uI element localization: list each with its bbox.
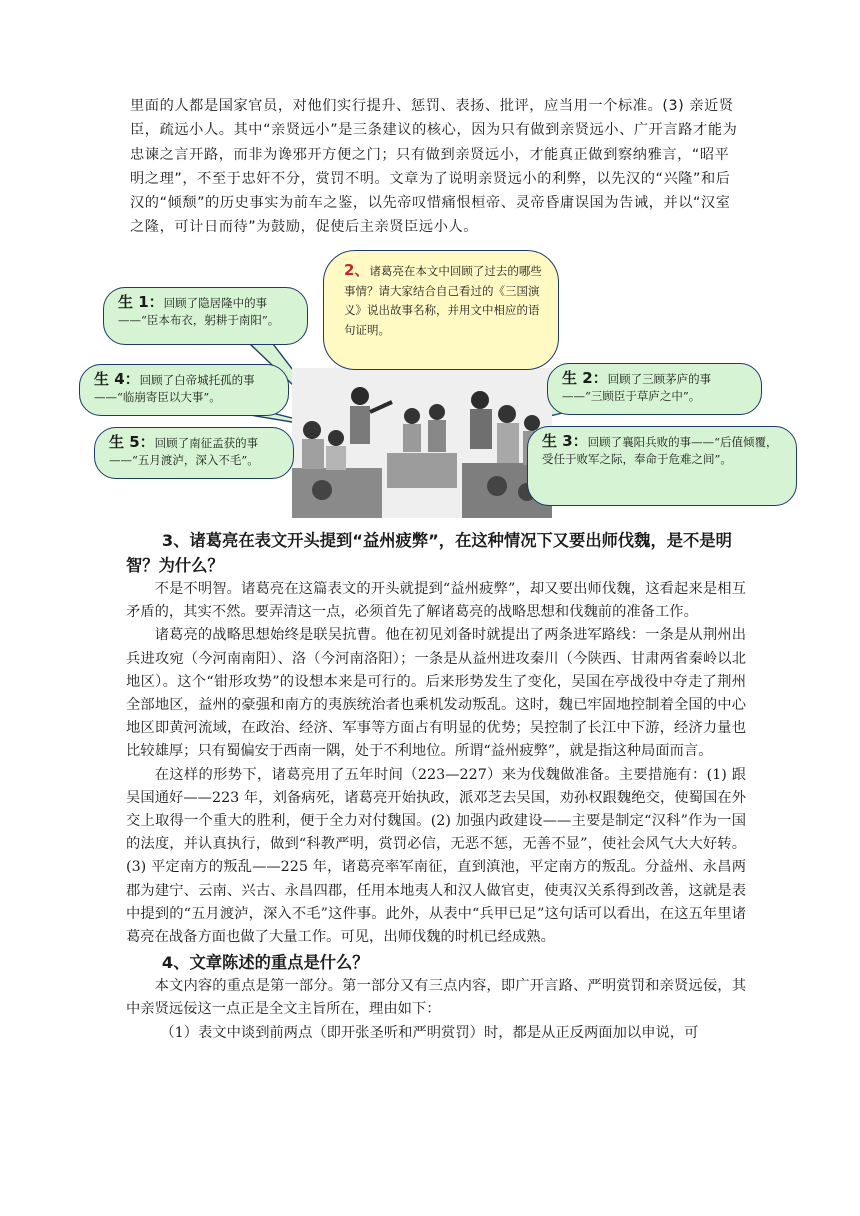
student-label: 生 3： bbox=[542, 432, 588, 450]
student-answer: 回顾了隐居隆中的事——“臣本布衣，躬耕于南阳”。 bbox=[118, 296, 280, 327]
paragraph: 在这样的形势下，诸葛亮用了五年时间（223—227）来为伐魏做准备。主要措施有：(1) 跟吴国通好——223 年，刘备病死，诸葛亮开始执政，派邓芝去吴国，劝孙权跟魏绝交，使蜀国在外交上取得一个重大的胜利，便于全力对付魏国。(2) 加强内政建设——主要是制定“汉科”作为一国的法度，并认真执行，做到“科教严明，赏罚必信，无恶不惩，无善不显”，使社会风气大大好转。(3) 平定南方的叛乱——225 年，诸葛亮率军南征，直到滇池，平定南方的叛乱。分益州、永昌两郡为建宁、云南、兴古、永昌四郡，任用本地夷人和汉人做官吏，使夷汉关系得到改善，这就是表中提到的“五月渡泸，深入不毛”这件事。此外，从表中“兵甲已足”这句话可以看出，在这五年里诸葛亮在战备方面也做了大量工作。可见，出师伐魏的时机已经成熟。 bbox=[126, 766, 746, 946]
student-answer: 回顾了襄阳兵败的事——“后值倾覆，受任于败军之际，奉命于危难之间”。 bbox=[542, 435, 778, 466]
classroom-drawing bbox=[292, 368, 552, 518]
classroom-illustration bbox=[292, 368, 552, 518]
intro-paragraph: 里面的人都是国家官员，对他们实行提升、惩罚、表扬、批评，应当用一个标准。(3) 亲近贤臣，疏远小人。其中“亲贤远小”是三条建议的核心，因为只有做到亲贤远小、广开言路才能为忠谏之言开路，而非为谗邪开方便之门；只有做到亲贤远小，才能真正做到察纳雅言，“昭平明之理”，不至于忠奸不分，赏罚不明。文章为了说明亲贤远小的利弊，以先汉的“兴隆”和后汉的“倾颓”的历史事实为前车之鉴，以先帝叹惜痛恨桓帝、灵帝昏庸误国为告诫，并以“汉室之隆，可计日而待”为鼓励，促使后主亲贤臣远小人。 bbox=[130, 98, 738, 236]
question-number: 2、 bbox=[344, 261, 370, 279]
student-label: 生 5： bbox=[109, 433, 155, 451]
student-answer: 回顾了三顾茅庐的事——“三顾臣于草庐之中”。 bbox=[562, 372, 712, 403]
student-1-bubble bbox=[103, 287, 308, 345]
paragraph: 诸葛亮的战略思想始终是联吴抗曹。他在初见刘备时就提出了两条进军路线：一条是从荆州出兵进攻宛（今河南南阳）、洛（今河南洛阳）；一条是从益州进攻秦川（今陕西、甘肃两省秦岭以北地区）。这个“钳形攻势”的设想本来是可行的。后来形势发生了变化，吴国在亭战役中夺走了荆州全部地区，益州的豪强和南方的夷族统治者也乘机发动叛乱。这时，魏已牢固地控制着全国的中心地区即黄河流域，在政治、经济、军事等方面占有明显的优势；吴控制了长江中下游，经济力量也比较雄厚；只有蜀偏安于西南一隅，处于不利地位。所谓“益州疲弊”，就是指这种局面而言。 bbox=[126, 627, 746, 760]
question-text: 诸葛亮在本文中回顾了过去的哪些事情？请大家结合自己看过的《三国演义》说出故事名称，并用文中相应的语句证明。 bbox=[344, 264, 542, 337]
discussion-figure bbox=[0, 250, 860, 522]
body-text bbox=[126, 528, 746, 1045]
paragraph: 不是不明智。诸葛亮在这篇表文的开头就提到“益州疲弊”，却又要出师伐魏，这看起来是相互矛盾的，其实不然。要弄清这一点，必须首先了解诸葛亮的战略思想和伐魏前的准备工作。 bbox=[126, 581, 746, 621]
paragraph: 本文内容的重点是第一部分。第一部分又有三点内容，即广开言路、严明赏罚和亲贤远佞，其中亲贤远佞这一点正是全文主旨所在，理由如下： bbox=[126, 978, 746, 1018]
paragraph: （1）表文中谈到前两点（即开张圣听和严明赏罚）时，都是从正反两面加以申说，可 bbox=[160, 1024, 699, 1041]
student-label: 生 4： bbox=[94, 370, 140, 388]
student-3-bubble bbox=[527, 426, 797, 506]
intro-text bbox=[130, 94, 742, 240]
student-label: 生 2： bbox=[562, 369, 608, 387]
question-2-bubble bbox=[323, 250, 559, 370]
student-label: 生 1： bbox=[118, 293, 164, 311]
question-4-heading: 4、文章陈述的重点是什么？ bbox=[161, 953, 369, 973]
student-answer: 回顾了白帝城托孤的事——“临崩寄臣以大事”。 bbox=[94, 373, 255, 404]
question-3-heading: 3、诸葛亮在表文开头提到“益州疲弊”，在这种情况下又要出师伐魏，是不是明智？为什么？ bbox=[126, 531, 732, 575]
student-2-bubble bbox=[547, 363, 762, 415]
student-answer: 回顾了南征孟获的事——“五月渡泸，深入不毛”。 bbox=[109, 436, 259, 467]
student-5-bubble bbox=[94, 427, 294, 479]
student-4-bubble bbox=[79, 364, 289, 416]
